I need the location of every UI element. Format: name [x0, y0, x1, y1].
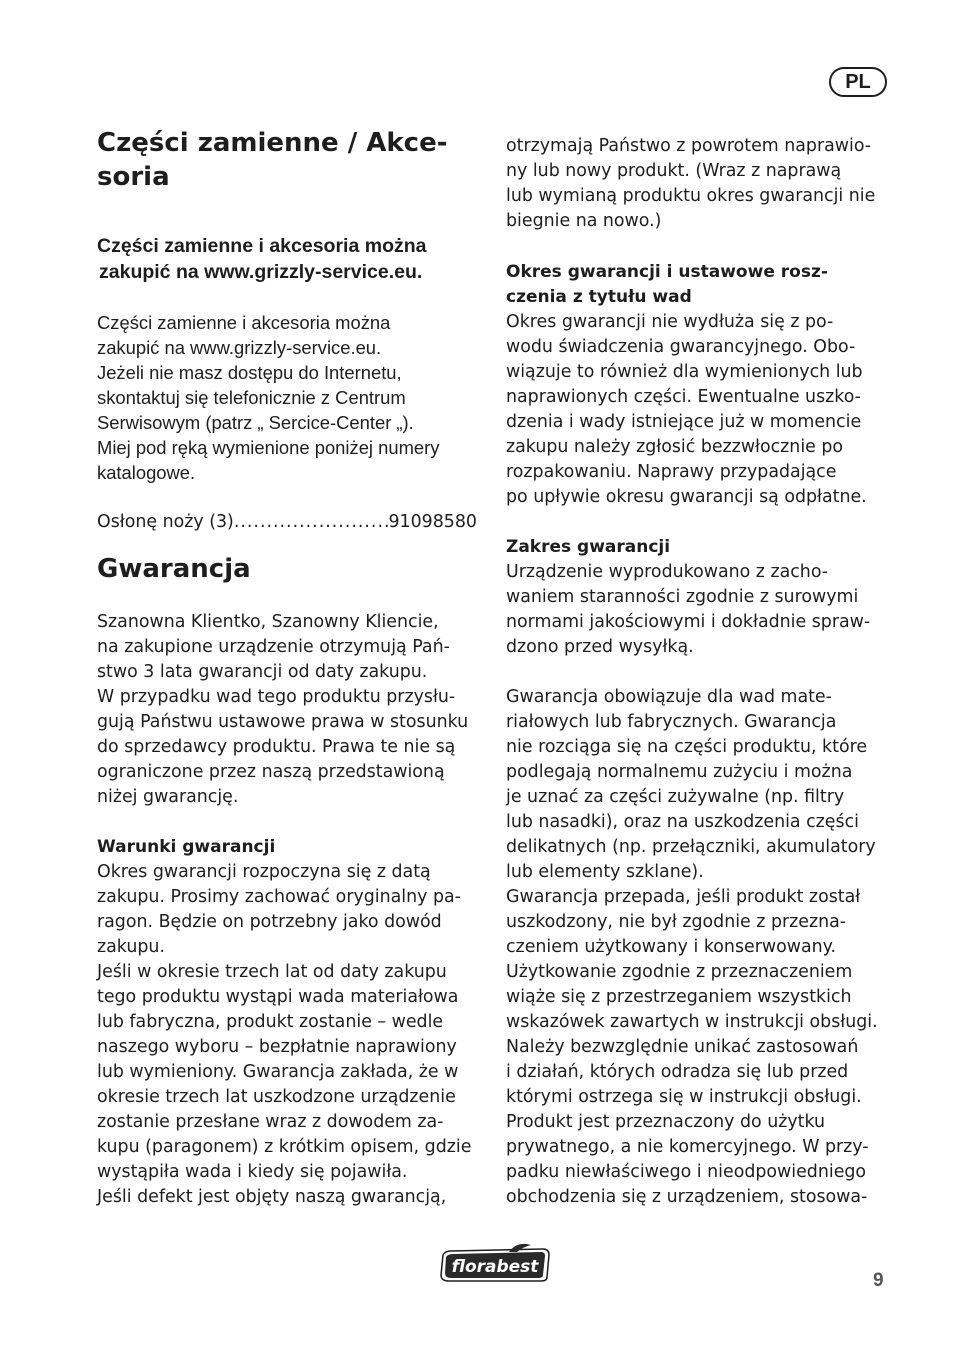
conditions-body: Okres gwarancji rozpoczyna się z datą zakupu. Prosimy zachować oryginalny pa- ragon. Będzie on potrzebny jako dowód zakupu. Jeśli w okresie trzech lat od daty zakupu tego produktu wystąpi wada materiałowa lub fabryczna, produkt zostanie – wedle naszego wyboru – bezpłatnie naprawiony lub wymieniony. Gwarancja zakłada, że w okresie trzech lat uszkodzone urządzenie zostanie przesłane wraz z dowodem za- kupu (paragonem) z krótkim opisem, gdzie wystąpiła wada i kiedy się pojawiła. Jeśli defekt jest objęty naszą gwarancją,	[97, 862, 472, 1207]
page-number: 9	[873, 1270, 884, 1291]
spare-parts-title: Części zamienne / Akce- soria	[97, 128, 448, 192]
warranty-intro: Szanowna Klientko, Szanowny Kliencie, na zakupione urządzenie otrzymują Pań- stwo 3 lata gwarancji od daty zakupu. W przypadku wad tego produktu przysłu- gują Państwu ustawowe prawa w stosunku do sprzedawcy produktu. Prawa te nie są ograniczone przez naszą przedstawioną niżej gwarancję.	[97, 612, 469, 807]
logo-wordmark: florabest	[451, 1257, 539, 1277]
warranty-continuation: otrzymają Państwo z powrotem naprawio- ny lub nowy produkt. (Wraz z naprawą lub wymianą produktu okres gwarancji nie biegnie na nowo.)	[506, 136, 876, 231]
scope-heading: Zakres gwarancji	[506, 537, 671, 557]
spare-parts-subtitle: Części zamienne i akcesoria można zakupić na www.grizzly-service.eu.	[97, 235, 427, 283]
part-name: Osłonę noży (3)	[97, 512, 234, 532]
warranty-title: Gwarancja	[97, 554, 251, 584]
conditions-heading: Warunki gwarancji	[97, 837, 276, 857]
spare-parts-body: Części zamienne i akcesoria można zakupić na www.grizzly-service.eu. Jeżeli nie masz dostępu do Internetu, skontaktuj się telefonicznie z Centrum Serwisowym (patrz „ Sercice-Center „). Miej pod ręką wymienione poniżej numery katalogowe.	[97, 312, 440, 483]
scope-body-1: Urządzenie wyprodukowano z zacho- waniem staranności zgodnie z surowymi normami jakościowymi i dokładnie spraw- dzono przed wysyłką.	[506, 562, 871, 657]
period-heading: Okres gwarancji i ustawowe rosz- czenia z tytułu wad	[506, 262, 828, 307]
period-body: Okres gwarancji nie wydłuża się z po- wodu świadczenia gwarancyjnego. Obo- wiązuje to również dla wymienionych lub naprawionych części. Ewentualne uszko- dzenia i wady istniejące już w momencie zakupu należy zgłosić bezzwłocznie po rozpakowaniu. Naprawy przypadające po upływie okresu gwarancji są odpłatne.	[506, 312, 867, 507]
leader-dots	[234, 510, 389, 535]
language-badge: PL	[829, 67, 887, 97]
florabest-logo	[439, 1243, 551, 1283]
part-number: 91098580	[388, 512, 477, 532]
scope-body-2: Gwarancja obowiązuje dla wad mate- riałowych lub fabrycznych. Gwarancja nie rozciąga się na części produktu, które podlegają normalnemu zużyciu i można je uznać za części zużywalne (np. filtry lub nasadki), oraz na uszkodzenia części delikatnych (np. przełączniki, akumulatory lub elementy szklane). Gwarancja przepada, jeśli produkt został uszkodzony, nie był zgodnie z przezna- czeniem użytkowany i konserwowany. Użytkowanie zgodnie z przeznaczeniem wiąże się z przestrzeganiem wszystkich wskazówek zawartych w instrukcji obsługi. Należy bezwzględnie unikać zastosowań i działań, których odradza się lub przed którymi ostrzega się w instrukcji obsługi. Produkt jest przeznaczony do użytku prywatnego, a nie komercyjnego. W przy- padku niewłaściwego i nieodpowiedniego obchodzenia się z urządzeniem, stosowa-	[506, 687, 878, 1207]
part-list-item	[97, 510, 477, 535]
